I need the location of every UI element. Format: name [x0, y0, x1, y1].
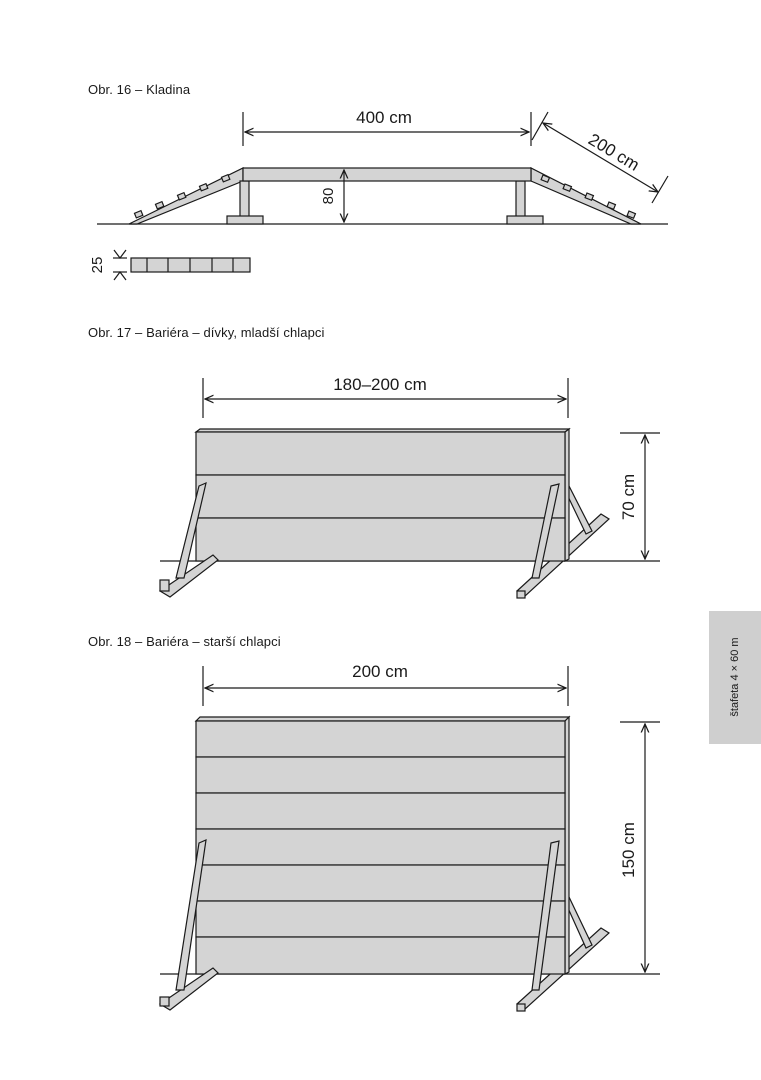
- fig17-dim-height: 70 cm: [619, 473, 638, 521]
- left-skid-end: [160, 997, 169, 1006]
- fig16-caption: Obr. 16 – Kladina: [88, 82, 191, 97]
- board-3: [196, 793, 565, 829]
- right-skid-end: [517, 591, 525, 598]
- fig17-dim-width: 180–200 cm: [333, 375, 427, 394]
- fig16-dim-height: 80: [320, 187, 337, 205]
- section-side-tab-label: štafeta 4 × 60 m: [729, 637, 741, 717]
- fig18-dim-height: 150 cm: [619, 822, 638, 878]
- board-4: [196, 829, 565, 865]
- low-barrier-diagram: [160, 378, 660, 598]
- left-leg: [240, 181, 249, 217]
- right-skid-end: [517, 1004, 525, 1011]
- fig18-dim-width: 200 cm: [352, 662, 408, 681]
- board-2: [196, 475, 565, 518]
- dim-200-ext-top: [532, 112, 548, 140]
- fig16-dim-length: 400 cm: [356, 108, 412, 127]
- board-2: [196, 757, 565, 793]
- board-5: [196, 865, 565, 901]
- tall-barrier-diagram: [160, 666, 660, 1011]
- section-side-tab: [709, 611, 761, 744]
- fig17-caption: Obr. 17 – Bariéra – dívky, mladší chlapci: [88, 325, 325, 340]
- left-foot: [227, 216, 263, 224]
- board-3: [196, 518, 565, 561]
- right-leg: [516, 181, 525, 217]
- board-7: [196, 937, 565, 974]
- fig16-dim-ramp: 200 cm: [585, 129, 643, 175]
- balance-beam-diagram: [97, 112, 668, 280]
- fig18-caption: Obr. 18 – Bariéra – starší chlapci: [88, 634, 281, 649]
- dim-25-arrows: [114, 250, 126, 280]
- left-skid-end: [160, 580, 169, 591]
- board-1: [196, 432, 565, 475]
- board-6: [196, 901, 565, 937]
- board-1: [196, 721, 565, 757]
- right-foot: [507, 216, 543, 224]
- beam: [243, 168, 531, 181]
- fig16-dim-thickness: 25: [89, 256, 106, 274]
